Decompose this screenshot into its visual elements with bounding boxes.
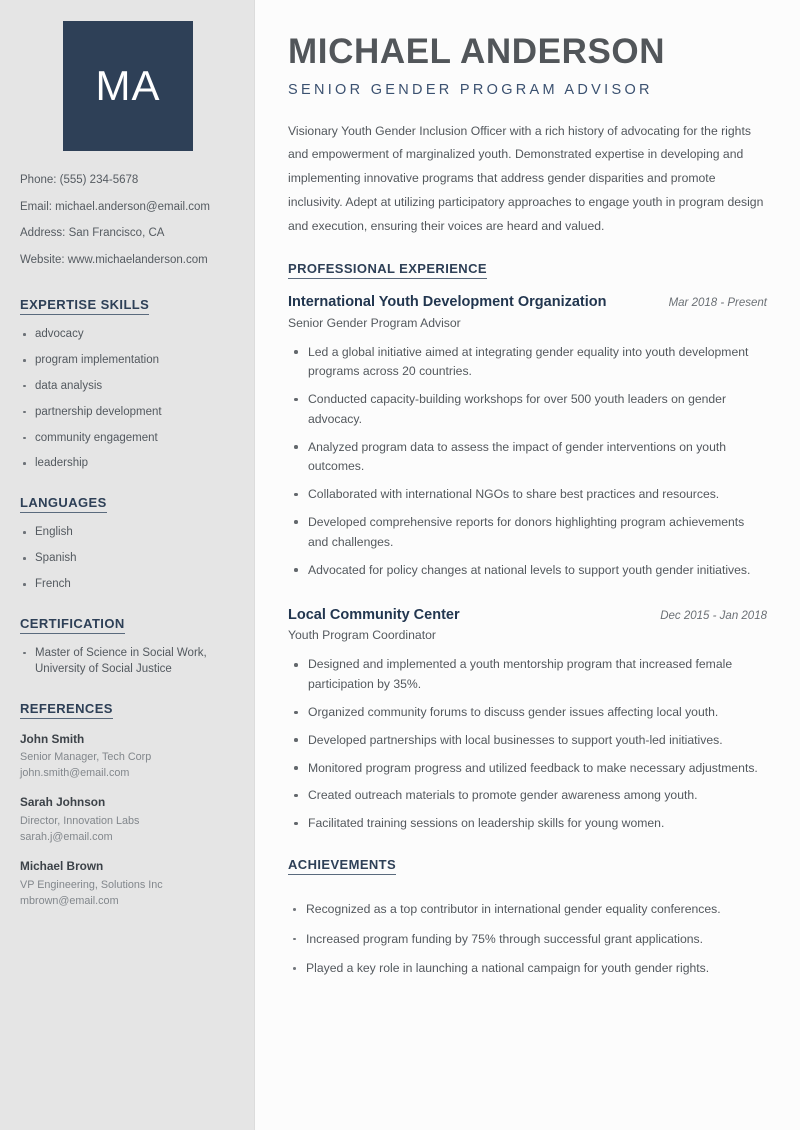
list-item: French [20, 577, 236, 593]
reference-email: sarah.j@email.com [20, 831, 113, 844]
list-item: Recognized as a top contributor in international gender equality conferences. [288, 900, 767, 920]
list-item: Master of Science in Social Work, University of Social Justice [20, 646, 236, 678]
list-item: Conducted capacity-building workshops for over 500 youth leaders on gender advocacy. [288, 390, 767, 430]
list-item: Collaborated with international NGOs to share best practices and resources. [288, 485, 767, 505]
certification-heading: CERTIFICATION [20, 616, 125, 634]
experience-header [288, 606, 767, 624]
list-item: advocacy [20, 327, 236, 343]
list-item: Designed and implemented a youth mentorship program that increased female participation by 35%. [288, 655, 767, 695]
list-item: Organized community forums to discuss gender issues affecting local youth. [288, 703, 767, 723]
list-item: partnership development [20, 405, 236, 421]
list-item: program implementation [20, 353, 236, 369]
list-item: Led a global initiative aimed at integrating gender equality into youth development programs across 20 countries. [288, 343, 767, 383]
expertise-skills-heading: EXPERTISE SKILLS [20, 297, 149, 315]
list-item: leadership [20, 456, 236, 472]
company-name: International Youth Development Organization [288, 294, 607, 311]
list-item: Monitored program progress and utilized feedback to make necessary adjustments. [288, 759, 767, 779]
expertise-skills-list [20, 327, 236, 472]
certification-list [20, 646, 236, 678]
reference-name: John Smith [20, 731, 85, 746]
avatar: MA [63, 21, 193, 151]
reference-title: Senior Manager, Tech Corp [20, 751, 152, 764]
section-achievements [288, 856, 767, 979]
achievements-heading: ACHIEVEMENTS [288, 857, 396, 875]
section-certification [20, 615, 236, 678]
list-item: data analysis [20, 379, 236, 395]
list-item: Developed comprehensive reports for donors highlighting program achievements and challenges. [288, 513, 767, 553]
job-role: Senior Gender Program Advisor [288, 315, 461, 330]
reference-email: mbrown@email.com [20, 895, 119, 907]
list-item: Facilitated training sessions on leadership skills for young women. [288, 814, 767, 834]
experience-header [288, 293, 767, 311]
experience-bullet-list [288, 655, 767, 833]
reference-email: john.smith@email.com [20, 767, 130, 780]
avatar-container [20, 21, 236, 151]
company-name: Local Community Center [288, 607, 460, 624]
experience-bullet-list [288, 343, 767, 581]
employment-dates: Mar 2018 - Present [668, 297, 767, 310]
reference-item [20, 794, 236, 845]
reference-title: Director, Innovation Labs [20, 814, 140, 827]
reference-name: Michael Brown [20, 859, 104, 874]
section-expertise-skills [20, 296, 236, 472]
contact-address: Address: San Francisco, CA [20, 227, 165, 240]
contact-info-list [20, 173, 236, 268]
section-references [20, 700, 236, 910]
list-item: English [20, 525, 236, 541]
sidebar [0, 0, 255, 1130]
section-professional-experience [288, 260, 767, 833]
list-item: Developed partnerships with local businesses to support youth-led initiatives. [288, 731, 767, 751]
reference-item [20, 731, 236, 782]
list-item: Created outreach materials to promote gender awareness among youth. [288, 786, 767, 806]
achievements-list [288, 900, 767, 979]
contact-website: Website: www.michaelanderson.com [20, 253, 208, 266]
reference-item [20, 858, 236, 909]
page-title: MICHAEL ANDERSON [288, 32, 666, 71]
main-content [255, 0, 800, 1130]
employment-dates: Dec 2015 - Jan 2018 [660, 610, 767, 623]
references-heading: REFERENCES [20, 701, 113, 719]
list-item: Analyzed program data to assess the impact of gender interventions on youth outcomes. [288, 438, 767, 478]
list-item: community engagement [20, 431, 236, 447]
section-languages [20, 494, 236, 593]
list-item: Increased program funding by 75% through successful grant applications. [288, 930, 767, 950]
languages-list [20, 525, 236, 593]
contact-email: Email: michael.anderson@email.com [20, 200, 210, 213]
professional-summary: Visionary Youth Gender Inclusion Officer with a rich history of advocating for the rights and empowerment of marginalized youth. Demonstrated expertise in developing and implementing innovative programs that address gender disparities and promote inclusivity. Adept at utilizing participatory approaches to engage youth in program design and execution, ensuring their voices are heard and valued. [288, 123, 764, 233]
languages-heading: LANGUAGES [20, 495, 107, 513]
professional-experience-heading: PROFESSIONAL EXPERIENCE [288, 261, 487, 279]
list-item: Advocated for policy changes at national levels to support youth gender initiatives. [288, 561, 767, 581]
list-item: Spanish [20, 551, 236, 567]
reference-name: Sarah Johnson [20, 795, 106, 810]
job-role: Youth Program Coordinator [288, 628, 436, 643]
contact-phone: Phone: (555) 234-5678 [20, 174, 139, 186]
experience-entry [288, 606, 767, 834]
professional-title: SENIOR GENDER PROGRAM ADVISOR [288, 81, 653, 98]
reference-title: VP Engineering, Solutions Inc [20, 878, 163, 891]
experience-entry [288, 293, 767, 580]
list-item: Played a key role in launching a national campaign for youth gender rights. [288, 959, 767, 979]
